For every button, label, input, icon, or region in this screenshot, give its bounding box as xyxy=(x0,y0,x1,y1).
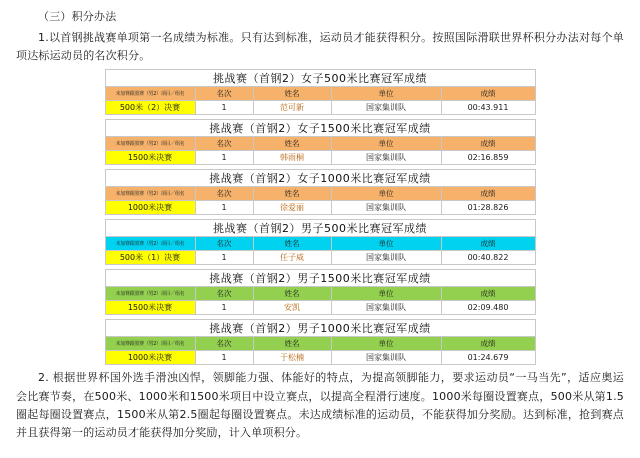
cell-athlete: 安凯 xyxy=(253,301,331,315)
table-title: 挑战赛（首钢2）男子500米比赛冠军成绩 xyxy=(105,220,535,237)
table-title-row xyxy=(105,120,535,137)
column-header-result: 成绩 xyxy=(441,87,535,101)
cell-result: 02:16.859 xyxy=(441,151,535,165)
cell-unit: 国家集训队 xyxy=(331,201,441,215)
cell-result: 00:43.911 xyxy=(441,101,535,115)
results-tables xyxy=(16,69,624,365)
cell-rank: 1 xyxy=(195,201,253,215)
cell-rank: 1 xyxy=(195,301,253,315)
table-title-row xyxy=(105,170,535,187)
table-title: 挑战赛（首钢2）男子1500米比赛冠军成绩 xyxy=(105,270,535,287)
column-header-rank: 名次 xyxy=(195,287,253,301)
cell-athlete: 范可新 xyxy=(253,101,331,115)
cell-result: 01:24.679 xyxy=(441,351,535,365)
results-table xyxy=(105,319,536,365)
cell-rank: 1 xyxy=(195,101,253,115)
table-header-row xyxy=(105,337,535,351)
table-row xyxy=(105,251,535,265)
cell-athlete: 任子威 xyxy=(253,251,331,265)
cell-event: 1500米决赛 xyxy=(105,151,195,165)
column-header-rank: 名次 xyxy=(195,137,253,151)
column-header-unit: 单位 xyxy=(331,237,441,251)
table-header-row xyxy=(105,187,535,201)
column-header-athlete: 姓名 xyxy=(253,337,331,351)
table-title-row xyxy=(105,220,535,237)
table-row xyxy=(105,351,535,365)
cell-unit: 国家集训队 xyxy=(331,351,441,365)
cell-unit: 国家集训队 xyxy=(331,251,441,265)
column-header-unit: 单位 xyxy=(331,87,441,101)
cell-event: 500米（1）决赛 xyxy=(105,251,195,265)
cell-result: 02:09.480 xyxy=(441,301,535,315)
section-heading: （三）积分办法 xyxy=(38,10,117,23)
column-header-result: 成绩 xyxy=(441,137,535,151)
column-header-rank: 名次 xyxy=(195,237,253,251)
column-header-result: 成绩 xyxy=(441,337,535,351)
cell-event: 500米（2）决赛 xyxy=(105,101,195,115)
table-header-row xyxy=(105,87,535,101)
column-header-athlete: 姓名 xyxy=(253,237,331,251)
column-header-event: 未加赛跟墨赛（男2）项目／组名 xyxy=(105,337,195,351)
cell-unit: 国家集训队 xyxy=(331,301,441,315)
column-header-event: 未加赛跟墨赛（男2）项目／组名 xyxy=(105,87,195,101)
table-title-row xyxy=(105,270,535,287)
column-header-event: 未加赛跟墨赛（男2）项目／组名 xyxy=(105,287,195,301)
table-title: 挑战赛（首钢2）男子1000米比赛冠军成绩 xyxy=(105,320,535,337)
column-header-athlete: 姓名 xyxy=(253,87,331,101)
cell-unit: 国家集训队 xyxy=(331,151,441,165)
table-title-row xyxy=(105,70,535,87)
column-header-athlete: 姓名 xyxy=(253,137,331,151)
table-row xyxy=(105,301,535,315)
column-header-result: 成绩 xyxy=(441,287,535,301)
column-header-result: 成绩 xyxy=(441,237,535,251)
cell-rank: 1 xyxy=(195,251,253,265)
table-title: 挑战赛（首钢2）女子1000米比赛冠军成绩 xyxy=(105,170,535,187)
column-header-event: 未加赛跟墨赛（男2）项目／组名 xyxy=(105,187,195,201)
results-table xyxy=(105,119,536,165)
column-header-unit: 单位 xyxy=(331,187,441,201)
table-row xyxy=(105,201,535,215)
cell-rank: 1 xyxy=(195,351,253,365)
column-header-result: 成绩 xyxy=(441,187,535,201)
table-title-row xyxy=(105,320,535,337)
cell-result: 01:28.826 xyxy=(441,201,535,215)
table-title: 挑战赛（首钢2）女子1500米比赛冠军成绩 xyxy=(105,120,535,137)
results-table xyxy=(105,219,536,265)
column-header-rank: 名次 xyxy=(195,187,253,201)
results-table xyxy=(105,269,536,315)
cell-athlete: 徐爱丽 xyxy=(253,201,331,215)
column-header-rank: 名次 xyxy=(195,87,253,101)
results-table xyxy=(105,69,536,115)
cell-event: 1000米决赛 xyxy=(105,201,195,215)
column-header-athlete: 姓名 xyxy=(253,187,331,201)
column-header-unit: 单位 xyxy=(331,287,441,301)
cell-event: 1000米决赛 xyxy=(105,351,195,365)
table-title: 挑战赛（首钢2）女子500米比赛冠军成绩 xyxy=(105,70,535,87)
paragraph-scoring-method: 1.以首钢挑战赛单项第一名成绩为标准。只有达到标准，运动员才能获得积分。按照国际滑联世界杯积分办法对每个单项达标运动员的名次积分。 xyxy=(16,31,624,63)
table-header-row xyxy=(105,287,535,301)
cell-athlete: 于松楠 xyxy=(253,351,331,365)
cell-rank: 1 xyxy=(195,151,253,165)
cell-athlete: 韩雨桐 xyxy=(253,151,331,165)
table-header-row xyxy=(105,237,535,251)
column-header-unit: 单位 xyxy=(331,337,441,351)
column-header-unit: 单位 xyxy=(331,137,441,151)
cell-event: 1500米决赛 xyxy=(105,301,195,315)
table-row xyxy=(105,151,535,165)
column-header-rank: 名次 xyxy=(195,337,253,351)
cell-unit: 国家集训队 xyxy=(331,101,441,115)
cell-result: 00:40.822 xyxy=(441,251,535,265)
table-row xyxy=(105,101,535,115)
column-header-athlete: 姓名 xyxy=(253,287,331,301)
results-table xyxy=(105,169,536,215)
paragraph-sprint-points: 2. 根据世界杯国外选手滑浊凶悍，领脚能力强、体能好的特点，为提高领脚能力，要求运动员“一马当先”，适应奥运会比赛节奏，在500米、1000米和1500米项目中设立赛点，以提高全程滑行速度。1000米每圈设置赛点，500米从第1.5圈起每圈设置赛点，1500米从第2.5圈起每圈设置赛点。未达成绩标准的运动员，不能获得加分奖励。达到标准，抢到赛点并且获得第一的运动员才能获得加分奖励，计入单项积分。 xyxy=(16,371,624,439)
column-header-event: 未加赛跟墨赛（男2）项目／组名 xyxy=(105,137,195,151)
table-header-row xyxy=(105,137,535,151)
column-header-event: 未加赛跟墨赛（男2）项目／组名 xyxy=(105,237,195,251)
